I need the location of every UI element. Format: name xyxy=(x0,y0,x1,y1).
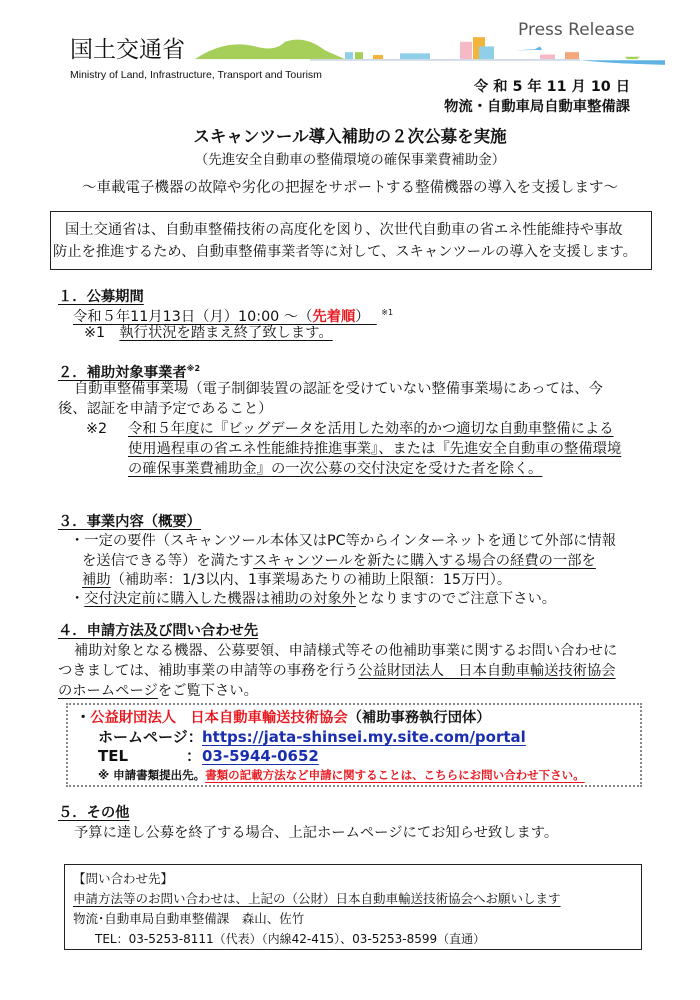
note-line: 使用過程車の省エネ性能維持推進事業』、または『先進安全自動車の整備環境 xyxy=(128,441,622,457)
period-end: ） xyxy=(355,308,363,325)
note-text: 執行状況を踏まえ終了致します。 xyxy=(119,325,333,341)
release-date: 令 和 5 年 11 月 10 日 xyxy=(473,79,630,95)
text: をご覧下さい。 xyxy=(157,683,258,699)
inquiry-tel: TEL：03-5253-8111（代表）（内線42-415）、03-5253-8599（直通） xyxy=(95,932,486,946)
period-text: 令和５年11月13日（月）10:00 ～（ xyxy=(73,308,313,325)
body-line xyxy=(58,661,616,681)
note-text: ※ 申請書類提出先。 xyxy=(98,768,206,782)
tel-colon: ： xyxy=(186,747,202,765)
text-underlined: スキャンツールを新たに購入する場合の経費の一部を xyxy=(253,553,596,569)
inquiry-title: 【問い合わせ先】 xyxy=(73,871,174,886)
footnote-mark: ※2 xyxy=(186,364,201,373)
footnote-mark: ※1 xyxy=(381,308,394,317)
summary-box xyxy=(50,211,652,270)
skyline-illustration xyxy=(195,36,665,66)
note-label: ※1 xyxy=(84,325,106,341)
note-line: 令和５年度に『ビッグデータを活用した効率的かつ適切な自動車整備による xyxy=(128,421,614,437)
tel-label: TEL xyxy=(98,747,129,765)
section-3-heading: ３．事業内容（概要） xyxy=(58,514,201,530)
executing-org-box xyxy=(66,703,642,787)
text-underlined: 交付決定前に購入した機器は補助の対象外 xyxy=(84,591,356,607)
tagline: ～車載電子機器の故障や劣化の把握をサポートする整備機器の導入を支援します～ xyxy=(81,180,619,196)
org-name: 公益財団法人 日本自動車輸送技術協会 xyxy=(90,710,348,726)
bullet-line: ・一定の要件（スキャンツール本体又はPC等からインターネットを通じて外部に情報 xyxy=(70,533,617,549)
org-line: ・公益財団法人 日本自動車輸送技術協会（補助事務執行団体） xyxy=(76,710,491,726)
summary-line: 国土交通省は、自動車整備技術の高度化を図り、次世代自動車の省エネ性能維持や事故 xyxy=(65,222,623,238)
section-5-heading: ５．その他 xyxy=(58,805,130,821)
body-line: 自動車整備事業場（電子制御装置の認証を受けていない整備事業場にあっては、今 xyxy=(74,381,603,397)
bullet-line xyxy=(82,551,596,571)
inquiry-box xyxy=(64,864,642,950)
text: （補助率：1/3以内、1事業場あたりの補助上限額：15万円）。 xyxy=(110,572,512,588)
summary-line: 防止を推進するため、自動車整備事業者等に対して、スキャンツールの導入を支援します。 xyxy=(53,244,637,260)
body-line: 補助対象となる機器、公募要領、申請様式等その他補助事業に関するお問い合わせに xyxy=(74,643,618,659)
homepage-link[interactable]: https://jata-shinsei.my.site.com/portal xyxy=(202,728,526,746)
section-4-heading: ４．申請方法及び問い合わせ先 xyxy=(58,623,259,639)
text: つきましては、補助事業の申請等の事務を行う xyxy=(58,663,359,679)
department: 物流・自動車局自動車整備課 xyxy=(444,99,630,115)
body-line xyxy=(58,681,258,701)
body-line: 後、認証を申請予定であること） xyxy=(58,401,273,417)
section-1-heading: １．公募期間 xyxy=(58,289,144,305)
submission-note xyxy=(98,765,585,785)
note-label: ※2 xyxy=(86,421,108,437)
inquiry-line: 物流･自動車局自動車整備課 森山、佐竹 xyxy=(73,911,305,926)
note-1 xyxy=(84,323,333,343)
body-line: 予算に達し公募を終了する場合、上記ホームページにてお知らせ致します。 xyxy=(74,825,559,841)
org-role: （補助事務執行団体） xyxy=(347,710,491,726)
press-release-label: Press Release xyxy=(518,20,635,40)
bullet: ・ xyxy=(70,591,85,607)
tel-link[interactable]: 03-5944-0652 xyxy=(202,747,319,765)
homepage-ref: のホームページ xyxy=(58,683,158,699)
homepage-label: ホームページ： xyxy=(98,728,203,746)
inquiry-line: 申請方法等のお問い合わせは、上記の（公財）日本自動車輸送技術協会へお願いします xyxy=(73,891,561,906)
text-underlined: 補助 xyxy=(82,572,111,588)
first-come-text: 先着順 xyxy=(312,308,356,325)
ministry-logo-en: Ministry of Land, Infrastructure, Transport and Tourism xyxy=(70,69,322,81)
ministry-logo-jp: 国土交通省 xyxy=(70,37,185,63)
text: を送信できる等）を満たす xyxy=(82,553,253,569)
bullet-line xyxy=(82,570,511,590)
bullet-line xyxy=(70,589,556,609)
page-subtitle: （先進安全自動車の整備環境の確保事業費補助金） xyxy=(194,152,506,168)
page-title: スキャンツール導入補助の２次公募を実施 xyxy=(193,127,507,146)
note-line: の確保事業費補助金』の一次公募の交付決定を受けた者を除く。 xyxy=(128,461,543,477)
heading-text: ２．補助対象事業者 xyxy=(58,364,187,381)
org-name-underlined: 公益財団法人 日本自動車輸送技術協会 xyxy=(358,663,616,679)
text: となりますのでご注意下さい。 xyxy=(355,591,557,607)
note-text-red: 書類の記載方法など申請に関することは、こちらにお問い合わせ下さい。 xyxy=(205,768,585,782)
